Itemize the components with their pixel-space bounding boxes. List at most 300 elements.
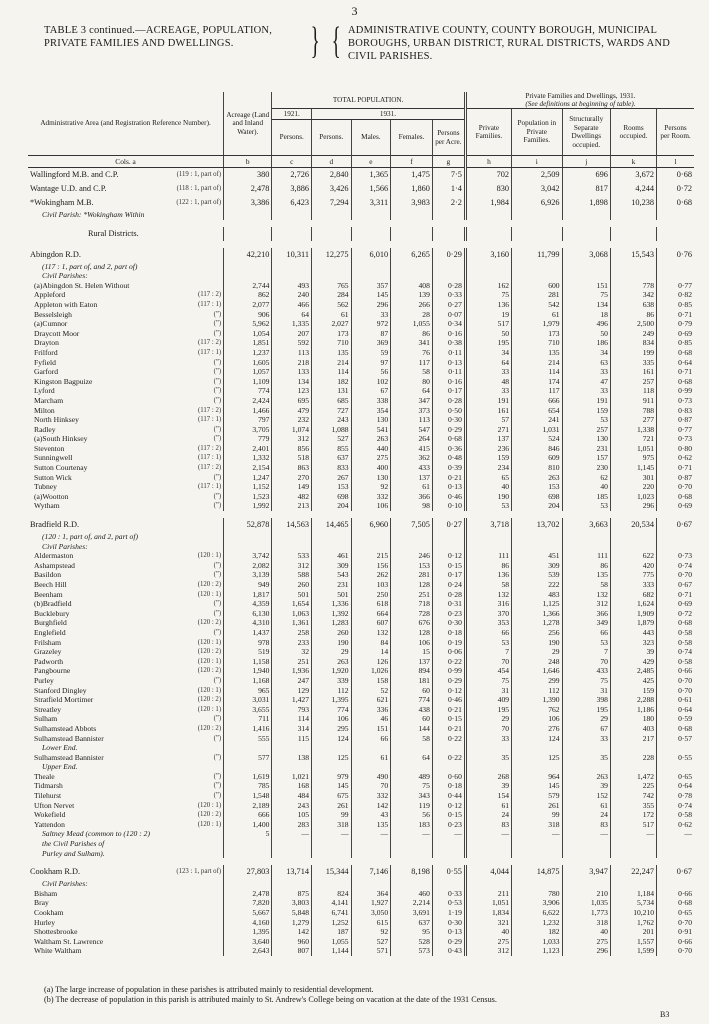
area-name-cell (28, 210, 224, 220)
value-cell: 261 (512, 801, 563, 811)
value-cell: 19 (465, 310, 511, 320)
value-cell: — (272, 829, 312, 839)
value-cell: 797 (224, 415, 272, 425)
area-name-cell (28, 281, 224, 291)
area-name: (b)Bradfield (34, 599, 72, 609)
footnote-a: (a) The large increase of population in these parishes is attributed mainly to residential development. (44, 985, 374, 994)
value-cell (391, 271, 433, 281)
value-cell: 0·30 (447, 415, 462, 425)
value-cell: 0·59 (657, 714, 694, 724)
value-cell (351, 839, 391, 849)
value-cell: 137 (391, 657, 433, 667)
value-cell: 1,365 (351, 168, 391, 183)
value-cell: 39 (465, 781, 511, 791)
value-cell (272, 839, 312, 849)
value-cell: 33 (465, 386, 511, 396)
value-cell: 111 (465, 551, 511, 561)
value-cell: 0·34 (447, 319, 462, 329)
value-cell (432, 879, 465, 889)
value-cell: 0·87 (657, 473, 694, 483)
value-cell: 106 (391, 638, 433, 648)
value-cell: 1,055 (391, 319, 433, 329)
value-cell (610, 542, 656, 552)
value-cell: 817 (562, 182, 610, 196)
col-letter: k (610, 156, 656, 168)
area-name-cell (28, 453, 224, 463)
table-row (28, 518, 694, 532)
value-cell: 698 (312, 492, 352, 502)
area-name-cell (28, 310, 224, 320)
value-cell: 213 (272, 501, 312, 511)
table-row (28, 396, 694, 406)
value-cell: 144 (391, 724, 433, 734)
value-cell: 349 (562, 618, 610, 628)
registration-ref: (120 : 2) (197, 581, 222, 588)
value-cell: 0·78 (657, 791, 694, 801)
value-cell: 27,803 (224, 865, 272, 879)
value-cell: 972 (351, 319, 391, 329)
value-cell: 501 (312, 590, 352, 600)
value-cell: 129 (272, 686, 312, 696)
value-cell: 35 (465, 753, 511, 763)
value-cell (432, 271, 465, 281)
col-head-males: Males. (351, 120, 391, 156)
area-name-cell (28, 492, 224, 502)
value-cell: 638 (610, 300, 656, 310)
area-name: Padworth (34, 656, 64, 666)
value-cell: 7 (562, 647, 610, 657)
area-name-cell (28, 937, 224, 947)
registration-ref: (”) (213, 561, 222, 569)
value-cell: 1·19 (447, 908, 462, 917)
value-cell (562, 849, 610, 859)
value-cell: 299 (512, 676, 563, 686)
value-cell: 6,130 (224, 609, 272, 619)
value-cell: 1,283 (312, 618, 352, 628)
value-cell: 0·68 (447, 434, 462, 444)
footnotes (44, 985, 684, 1005)
value-cell: 0·99 (447, 666, 462, 676)
value-cell: 0·62 (657, 820, 694, 830)
value-cell: 0·13 (447, 927, 462, 937)
value-cell: 145 (512, 781, 563, 791)
pf-subheading: (See definitions at beginning of table). (525, 100, 636, 108)
area-name: Theale (34, 771, 55, 781)
area-name: Appleton with Eaton (34, 299, 98, 309)
value-cell: 257 (610, 377, 656, 387)
table-row (28, 609, 694, 619)
value-cell (562, 762, 610, 772)
value-cell: 247 (272, 676, 312, 686)
value-cell: 541 (351, 425, 391, 435)
area-name: Garford (34, 367, 59, 377)
area-name: Rural Districts. (88, 228, 139, 238)
value-cell: 3,068 (562, 248, 610, 262)
value-cell: 59 (351, 348, 391, 358)
area-name-cell (28, 300, 224, 310)
value-cell: 696 (562, 168, 610, 183)
area-name-cell (28, 386, 224, 396)
value-cell: 1,074 (272, 425, 312, 435)
value-cell: 130 (351, 415, 391, 425)
value-cell: 1,055 (312, 937, 352, 947)
registration-ref: (”) (213, 502, 222, 510)
area-name-cell (28, 918, 224, 928)
col-head-rooms: Rooms occupied. (610, 109, 656, 156)
area-name-cell (28, 463, 224, 473)
value-cell: 341 (391, 338, 433, 348)
value-cell: 547 (391, 425, 433, 435)
area-name: Purley (34, 675, 54, 685)
value-cell: 58 (391, 367, 433, 377)
col-head-private-families: Private Families. (465, 109, 511, 156)
value-cell: 134 (272, 377, 312, 387)
value-cell: 24 (465, 810, 511, 820)
value-cell: 86 (562, 561, 610, 571)
value-cell (657, 743, 694, 753)
value-cell: 975 (610, 453, 656, 463)
area-name-cell (28, 518, 224, 532)
area-name-cell (28, 638, 224, 648)
table-row (28, 753, 694, 763)
value-cell: 0·73 (657, 396, 694, 406)
value-cell: 810 (512, 463, 563, 473)
value-cell: 14 (351, 647, 391, 657)
value-cell: 76 (391, 348, 433, 358)
area-name-cell (28, 248, 224, 262)
area-name: Fyfield (34, 357, 56, 367)
value-cell: 62 (562, 473, 610, 483)
value-cell: 0·15 (447, 810, 462, 820)
value-cell: 460 (391, 889, 433, 899)
area-name: Beenham (34, 589, 63, 599)
value-cell: 173 (312, 329, 352, 339)
value-cell (512, 227, 563, 241)
value-cell: 217 (610, 734, 656, 744)
value-cell: 195 (465, 705, 511, 715)
value-cell: 154 (465, 791, 511, 801)
area-name: Sutton Wick (34, 472, 72, 482)
value-cell: 114 (272, 714, 312, 724)
value-cell: 301 (610, 473, 656, 483)
col-letter: f (391, 156, 433, 168)
value-cell: 56 (351, 367, 391, 377)
value-cell: 2,401 (224, 444, 272, 454)
area-name-cell (28, 262, 224, 272)
table-row (28, 551, 694, 561)
area-name: Wallingford M.B. and C.P. (30, 170, 119, 179)
value-cell: 1,361 (272, 618, 312, 628)
value-cell: 0·73 (657, 434, 694, 444)
value-cell: 1,619 (224, 772, 272, 782)
value-cell: 571 (351, 946, 391, 956)
value-cell: 1·4 (450, 184, 462, 193)
value-cell: 106 (512, 714, 563, 724)
value-cell: 61 (351, 753, 391, 763)
value-cell: 191 (562, 396, 610, 406)
value-cell: 92 (351, 927, 391, 937)
value-cell: 357 (351, 281, 391, 291)
area-name: (117 : 1, part of, and 2, part of) (42, 261, 138, 271)
value-cell: 75 (391, 781, 433, 791)
area-name: Wantage U.D. and C.P. (30, 184, 107, 193)
area-name-cell (28, 406, 224, 416)
value-cell: 243 (312, 415, 352, 425)
value-cell: 0·85 (657, 300, 694, 310)
value-cell: 3,655 (224, 705, 272, 715)
value-cell: 318 (562, 918, 610, 928)
area-name-cell (28, 227, 224, 241)
value-cell: 234 (465, 463, 511, 473)
area-name-cell (28, 714, 224, 724)
value-cell: 260 (272, 580, 312, 590)
value-cell: 284 (312, 290, 352, 300)
value-cell: 249 (610, 329, 656, 339)
value-cell: 0·70 (657, 570, 694, 580)
value-cell (610, 743, 656, 753)
col-head-per-room: Persons per Room. (657, 109, 694, 156)
registration-ref: (”) (213, 753, 222, 761)
value-cell: 40 (562, 482, 610, 492)
col-head-acreage: Acreage (Land and Inland Water). (224, 92, 272, 156)
value-cell: 0·11 (448, 367, 462, 377)
value-cell: 0·38 (447, 338, 462, 348)
value-cell: 0·61 (657, 695, 694, 705)
value-cell: 863 (272, 463, 312, 473)
value-cell: 1,392 (312, 609, 352, 619)
value-cell: 195 (562, 705, 610, 715)
value-cell (272, 743, 312, 753)
value-cell: 112 (312, 686, 352, 696)
value-cell: 7,505 (391, 518, 433, 532)
spacer-cell (28, 220, 694, 227)
area-name: Englefield (34, 627, 66, 637)
registration-ref: (”) (213, 734, 222, 742)
value-cell: 181 (391, 676, 433, 686)
value-cell: 775 (610, 570, 656, 580)
value-cell: 2,478 (224, 182, 272, 196)
value-cell: 615 (351, 918, 391, 928)
table-row (28, 676, 694, 686)
value-cell: 95 (391, 927, 433, 937)
value-cell: 7,146 (351, 865, 391, 879)
value-cell: 250 (351, 590, 391, 600)
value-cell (391, 227, 433, 241)
value-cell: 207 (272, 329, 312, 339)
value-cell: 135 (512, 348, 563, 358)
value-cell: 3,031 (224, 695, 272, 705)
value-cell: 1,168 (224, 676, 272, 686)
value-cell: 218 (272, 358, 312, 368)
value-cell (465, 271, 511, 281)
table-row (28, 473, 694, 483)
col-head-pf (465, 92, 694, 109)
value-cell: 276 (512, 724, 563, 734)
value-cell: 70 (465, 657, 511, 667)
value-cell (224, 762, 272, 772)
value-cell: 0·58 (657, 628, 694, 638)
value-cell: 2,840 (312, 168, 352, 183)
value-cell: 316 (465, 599, 511, 609)
area-name-cell (28, 415, 224, 425)
col-head-pop-in-pf: Population in Private Families. (512, 109, 563, 156)
value-cell: 0·22 (447, 733, 462, 743)
value-cell: 7·5 (450, 170, 462, 179)
value-cell: 353 (465, 618, 511, 628)
value-cell: 126 (351, 657, 391, 667)
value-cell: 484 (272, 791, 312, 801)
area-name: Tubney (34, 482, 57, 492)
value-cell: 180 (610, 714, 656, 724)
table-row (28, 657, 694, 667)
area-name-cell (28, 686, 224, 696)
value-cell: 97 (351, 358, 391, 368)
area-name-cell (28, 724, 224, 734)
area-name-cell (28, 367, 224, 377)
page-number: 3 (351, 4, 358, 18)
value-cell: 2,726 (272, 168, 312, 183)
value-cell: 0·13 (447, 357, 462, 367)
value-cell: 6,265 (391, 248, 433, 262)
value-cell (512, 271, 563, 281)
value-cell: 2,643 (224, 946, 272, 956)
registration-ref: (119 : 1, part of) (176, 171, 222, 178)
area-name-cell (28, 542, 224, 552)
value-cell: 14,465 (312, 518, 352, 532)
value-cell: 1,920 (312, 666, 352, 676)
value-cell: 332 (351, 492, 391, 502)
table-row (28, 820, 694, 830)
value-cell: 1,026 (351, 666, 391, 676)
value-cell (224, 839, 272, 849)
value-cell: 1,057 (224, 367, 272, 377)
area-name: Wokefield (34, 810, 66, 820)
registration-ref: (”) (213, 425, 222, 433)
registration-ref: (120 : 1) (197, 552, 222, 560)
value-cell: 0·68 (657, 618, 694, 628)
value-cell: 48 (465, 377, 511, 387)
value-cell: 0·19 (447, 637, 462, 647)
value-cell: 0·39 (447, 463, 462, 473)
value-cell: 785 (224, 781, 272, 791)
area-name: Civil Parishes: (42, 879, 88, 889)
col-letter: b (224, 156, 272, 168)
area-name: Appleford (34, 290, 66, 300)
value-cell: — (562, 829, 610, 839)
value-cell: 135 (351, 820, 391, 830)
value-cell: 153 (312, 482, 352, 492)
value-cell (351, 542, 391, 552)
value-cell: 182 (312, 377, 352, 387)
value-cell: 490 (351, 772, 391, 782)
value-cell (657, 262, 694, 272)
value-cell: 230 (562, 463, 610, 473)
value-cell: 225 (610, 781, 656, 791)
value-cell: 31 (562, 686, 610, 696)
table-row (28, 281, 694, 291)
table-row (28, 781, 694, 791)
value-cell: 527 (312, 434, 352, 444)
value-cell: 318 (312, 820, 352, 830)
value-cell: 0·36 (447, 443, 462, 453)
area-name: Wytham (34, 501, 60, 511)
value-cell: 1,466 (224, 406, 272, 416)
value-cell: 493 (272, 281, 312, 291)
value-cell: 1,232 (512, 918, 563, 928)
area-name: Sulhamstead Bannister (34, 752, 104, 762)
value-cell: 0·68 (657, 196, 694, 210)
value-cell: 1,390 (512, 695, 563, 705)
value-cell: 6,926 (512, 196, 563, 210)
table-row (28, 801, 694, 811)
spacer-cell (28, 241, 694, 248)
table-row (28, 338, 694, 348)
table-row (28, 927, 694, 937)
value-cell: 1,109 (224, 377, 272, 387)
value-cell: 66 (351, 734, 391, 744)
value-cell: 281 (512, 290, 563, 300)
value-cell: 483 (512, 590, 563, 600)
value-cell: 40 (465, 482, 511, 492)
area-name: Stratfield Mortimer (34, 695, 94, 705)
value-cell: 664 (351, 609, 391, 619)
value-cell: 362 (391, 453, 433, 463)
value-cell: 220 (610, 482, 656, 492)
registration-ref: (118 : 1, part of) (176, 185, 222, 192)
value-cell: 621 (351, 695, 391, 705)
value-cell: 312 (272, 561, 312, 571)
value-cell: 600 (512, 281, 563, 291)
value-cell: 98 (391, 501, 433, 511)
value-cell: 1,475 (391, 168, 433, 183)
table-row (28, 908, 694, 918)
value-cell: 906 (224, 310, 272, 320)
value-cell: 0·58 (657, 810, 694, 820)
table-row (28, 310, 694, 320)
value-cell: 0·83 (657, 406, 694, 416)
area-name: Ufton Nervet (34, 800, 75, 810)
value-cell: 710 (312, 338, 352, 348)
area-name-cell (28, 791, 224, 801)
table-row (28, 377, 694, 387)
value-cell: 105 (272, 810, 312, 820)
value-cell: 774 (224, 386, 272, 396)
value-cell: 0·23 (447, 819, 462, 829)
table-row (28, 570, 694, 580)
table-row (28, 772, 694, 782)
value-cell: 190 (512, 638, 563, 648)
value-cell (465, 849, 511, 859)
value-cell (610, 839, 656, 849)
value-cell: 159 (465, 453, 511, 463)
value-cell: 1,395 (312, 695, 352, 705)
column-letters-row (28, 156, 694, 168)
value-cell: 1,437 (224, 628, 272, 638)
value-cell: 204 (512, 501, 563, 511)
value-cell: — (454, 829, 462, 839)
area-name: Purley and Sulham). (42, 848, 105, 858)
value-cell: 114 (512, 367, 563, 377)
value-cell: 6,622 (512, 908, 563, 918)
table-row (28, 666, 694, 676)
table-row (28, 879, 694, 889)
value-cell (272, 879, 312, 889)
value-cell: 86 (465, 561, 511, 571)
value-cell: 4,160 (224, 918, 272, 928)
value-cell: 157 (562, 453, 610, 463)
value-cell: 373 (391, 406, 433, 416)
area-name: Waltham St. Lawrence (34, 936, 104, 946)
